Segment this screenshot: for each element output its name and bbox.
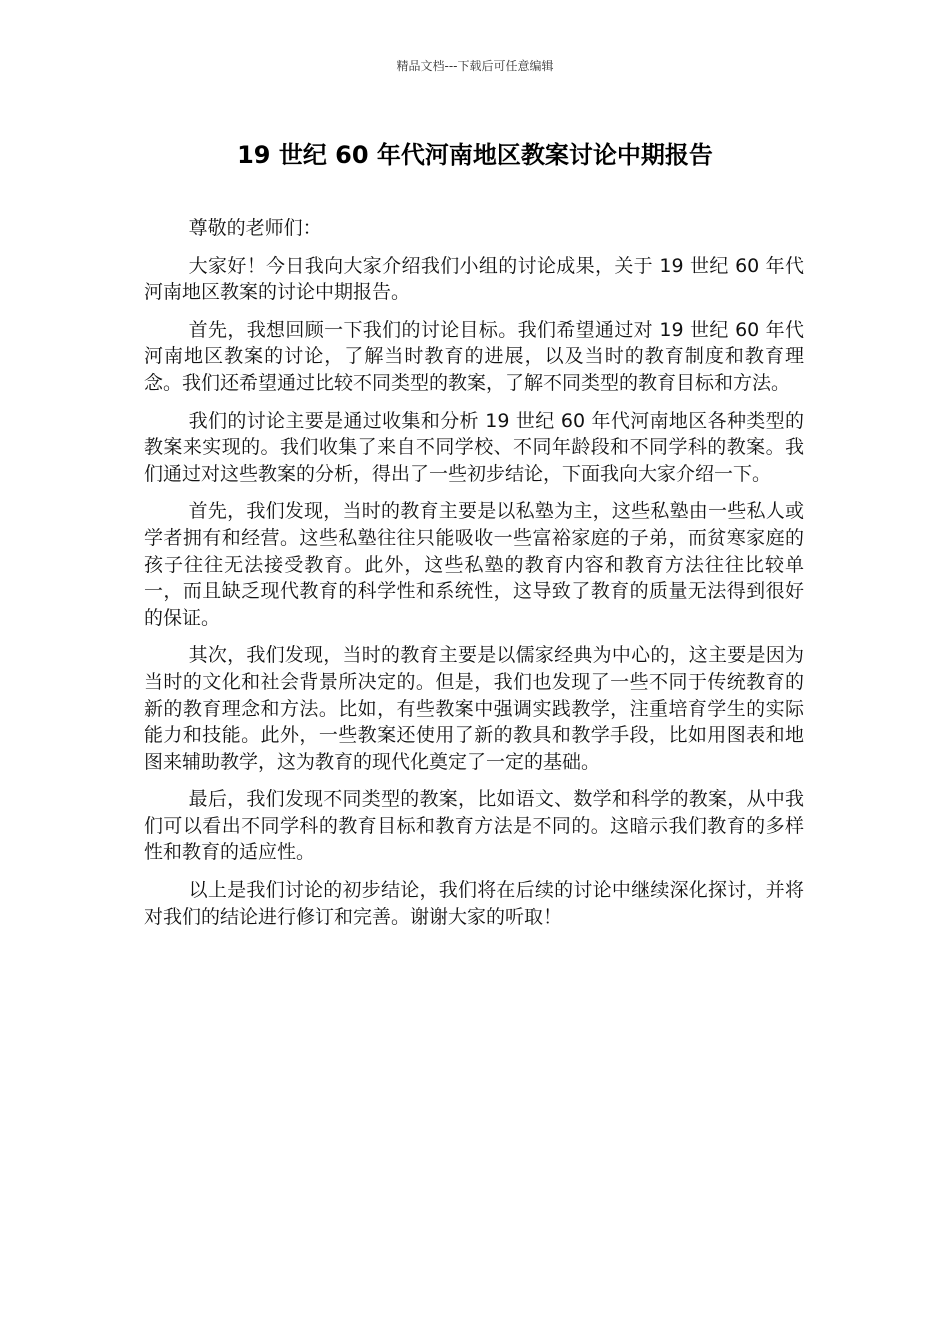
paragraph-method: 我们的讨论主要是通过收集和分析 19 世纪 60 年代河南地区各种类型的教案来实现的。我们收集了来自不同学校、不同年龄段和不同学科的教案。我们通过对这些教案的分析，得出了一些初步结论，下面我向大家介绍一下。 <box>144 409 804 485</box>
header-note: 精品文档---下载后可任意编辑 <box>396 59 554 73</box>
document-body <box>144 215 804 941</box>
paragraph-goals: 首先，我想回顾一下我们的讨论目标。我们希望通过对 19 世纪 60 年代河南地区教案的讨论，了解当时教育的进展，以及当时的教育制度和教育理念。我们还希望通过比较不同类型的教案，了解不同类型的教育目标和方法。 <box>144 318 804 394</box>
paragraph-finding-3: 最后，我们发现不同类型的教案，比如语文、数学和科学的教案，从中我们可以看出不同学科的教育目标和教育方法是不同的。这暗示我们教育的多样性和教育的适应性。 <box>144 788 804 864</box>
paragraph-finding-1: 首先，我们发现，当时的教育主要是以私塾为主，这些私塾由一些私人或学者拥有和经营。这些私塾往往只能吸收一些富裕家庭的子弟，而贫寒家庭的孩子往往无法接受教育。此外，这些私塾的教育内容和教育方法往往比较单一，而且缺乏现代教育的科学性和系统性，这导致了教育的质量无法得到很好的保证。 <box>144 500 804 629</box>
salutation: 尊敬的老师们： <box>188 217 322 239</box>
paragraph-intro: 大家好！今日我向大家介绍我们小组的讨论成果，关于 19 世纪 60 年代河南地区教案的讨论中期报告。 <box>144 254 804 304</box>
paragraph-conclusion: 以上是我们讨论的初步结论，我们将在后续的讨论中继续深化探讨，并将对我们的结论进行修订和完善。谢谢大家的听取！ <box>144 879 804 928</box>
paragraph-finding-2: 其次，我们发现，当时的教育主要是以儒家经典为中心的，这主要是因为当时的文化和社会背景所决定的。但是，我们也发现了一些不同于传统教育的新的教育理念和方法。比如，有些教案中强调实践教学，注重培育学生的实际能力和技能。此外，一些教案还使用了新的教具和教学手段，比如用图表和地图来辅助教学，这为教育的现代化奠定了一定的基础。 <box>144 644 804 773</box>
document-title: 19 世纪 60 年代河南地区教案讨论中期报告 <box>237 141 713 169</box>
